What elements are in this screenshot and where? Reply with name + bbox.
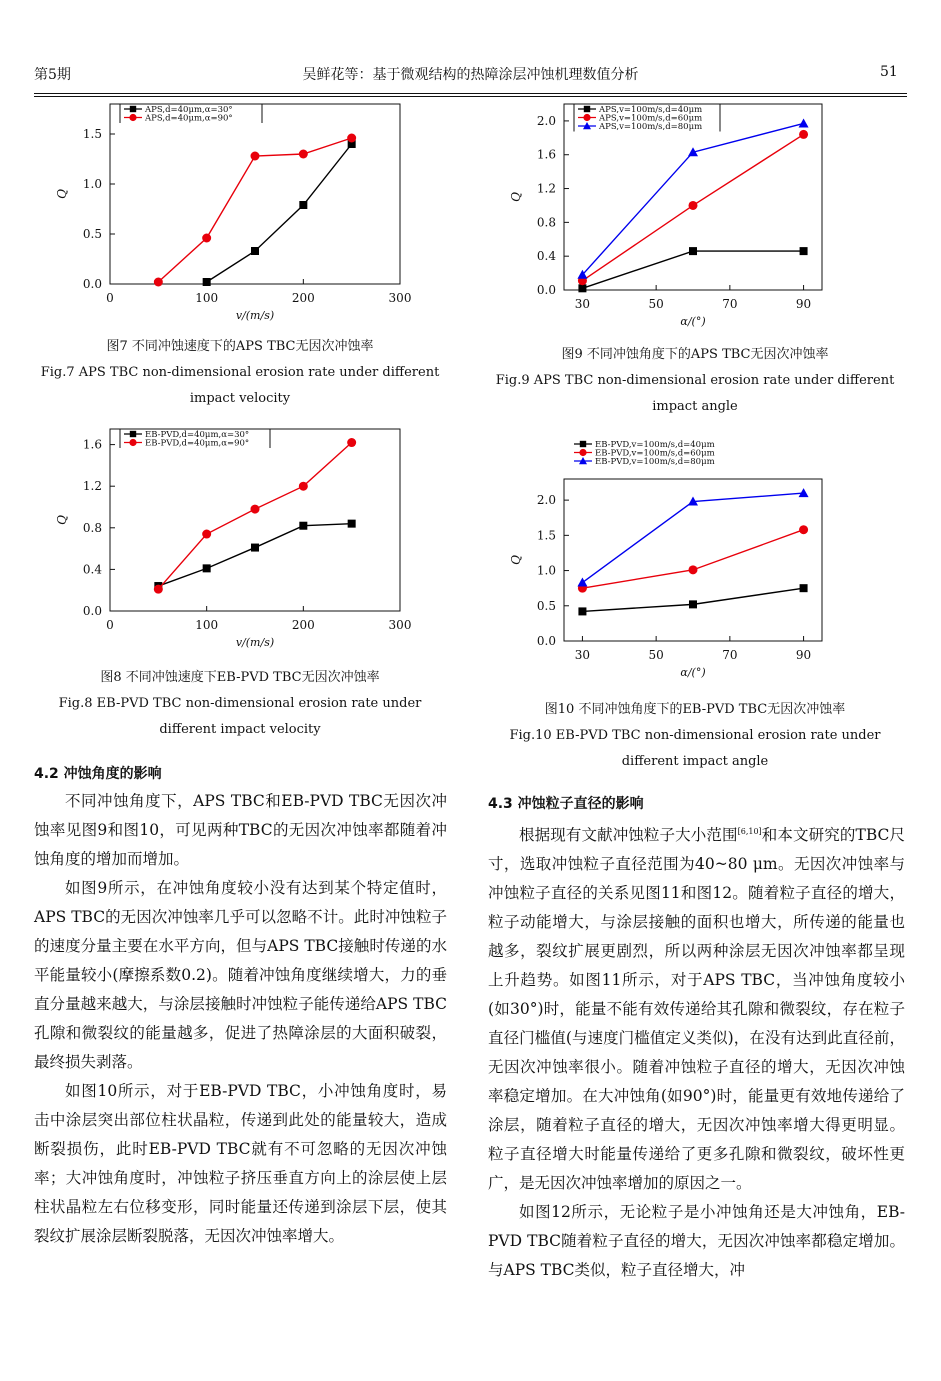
data-point xyxy=(251,247,259,255)
legend-marker xyxy=(584,106,590,112)
legend-label: APS,d=40μm,α=30° xyxy=(145,105,233,115)
data-point xyxy=(203,564,211,572)
y-tick-label: 1.0 xyxy=(536,563,556,578)
caption-en: Fig.10 EB-PVD TBC non-dimensional erosion rate under xyxy=(509,728,881,743)
chart-legend xyxy=(574,104,720,132)
legend-marker xyxy=(580,441,586,447)
figure-9-chart xyxy=(500,100,880,335)
x-tick-label: 70 xyxy=(722,297,738,311)
y-tick-label: 0.4 xyxy=(536,249,556,264)
y-tick-label: 2.0 xyxy=(536,113,556,128)
figure-10-chart xyxy=(500,435,880,685)
data-point xyxy=(299,201,307,209)
y-tick-label: 0.5 xyxy=(82,227,102,241)
x-axis-label: v/(m/s) xyxy=(235,636,275,649)
y-axis-label: Q xyxy=(55,515,69,525)
y-axis-label: Q xyxy=(509,192,523,202)
data-point xyxy=(799,488,809,497)
figure-8-caption xyxy=(20,665,460,743)
x-tick-label: 100 xyxy=(195,291,219,305)
data-point xyxy=(800,584,808,592)
y-tick-label: 1.6 xyxy=(536,147,556,162)
y-tick-label: 0.8 xyxy=(82,520,102,535)
data-point xyxy=(689,600,697,608)
caption-en: Fig.8 EB-PVD TBC non-dimensional erosion rate under xyxy=(58,696,422,711)
chart-legend xyxy=(120,104,262,124)
figure-9-caption xyxy=(475,342,915,420)
series-line xyxy=(158,443,351,590)
data-point xyxy=(154,278,163,287)
legend-marker xyxy=(130,106,136,112)
data-point xyxy=(154,585,163,594)
section-4-3-body xyxy=(488,817,905,1285)
header-rule xyxy=(34,93,907,94)
citation: [6,10] xyxy=(737,827,762,836)
data-point xyxy=(203,278,211,286)
legend-marker xyxy=(129,114,136,121)
legend-marker xyxy=(583,114,590,121)
x-tick-label: 0 xyxy=(106,291,114,305)
running-title: 吴鲜花等：基于微观结构的热障涂层冲蚀机理数值分析 xyxy=(302,67,639,83)
paragraph: 不同冲蚀角度下，APS TBC和EB-PVD TBC无因次冲蚀率见图9和图10，可见两种TBC的无因次冲蚀率都随着冲蚀角度的增加而增加。 xyxy=(34,792,447,868)
figure-7-caption xyxy=(20,334,460,412)
series-line xyxy=(158,524,351,586)
data-point xyxy=(251,152,260,161)
x-tick-label: 90 xyxy=(795,648,812,662)
paragraph: 如图12所示，无论粒子是小冲蚀角还是大冲蚀角，EB-PVD TBC随着粒子直径的增大，无因次冲蚀率都稳定增加。与APS TBC类似，粒子直径增大，冲 xyxy=(488,1203,905,1280)
page-number: 51 xyxy=(880,64,898,80)
legend-label: APS,v=100m/s,d=60μm xyxy=(599,113,703,124)
data-point xyxy=(202,530,211,539)
data-point xyxy=(578,284,586,292)
caption-cn: 图10 不同冲蚀角度下的EB-PVD TBC无因次冲蚀率 xyxy=(544,702,846,717)
data-point xyxy=(799,130,808,139)
caption-cn: 图9 不同冲蚀角度下的APS TBC无因次冲蚀率 xyxy=(561,347,829,362)
y-tick-label: 1.5 xyxy=(536,528,556,543)
data-point xyxy=(689,565,698,574)
caption-en: Fig.9 APS TBC non-dimensional erosion rate under different xyxy=(495,373,895,388)
journal-issue: 第5期 xyxy=(34,67,71,83)
legend-label: EB-PVD,v=100m/s,d=60μm xyxy=(595,448,715,459)
caption-en: impact velocity xyxy=(189,391,291,406)
paragraph: 如图9所示，在冲蚀角度较小没有达到某个特定值时，APS TBC的无因次冲蚀率几乎可以忽略不计。此时冲蚀粒子的速度分量主要在水平方向，但与APS TBC接触时传递的水平能量较小(摩擦系数0.2)。随着冲蚀角度继续增大，力的垂直分量越来越大，与涂层接触时冲蚀粒子能传递给APS TBC孔隙和微裂纹的能量越多，促进了热障涂层的大面积破裂，最终损失剥落。 xyxy=(34,879,447,1071)
x-axis-label: v/(m/s) xyxy=(235,309,275,322)
series-line xyxy=(207,144,352,282)
data-point xyxy=(347,134,356,143)
y-tick-label: 0.0 xyxy=(82,277,102,291)
x-tick-label: 70 xyxy=(722,648,738,662)
y-tick-label: 0.0 xyxy=(536,283,556,297)
chart-legend xyxy=(120,429,270,449)
figure-10-caption xyxy=(475,697,915,775)
data-point xyxy=(800,247,808,255)
y-tick-label: 1.2 xyxy=(536,181,556,196)
x-tick-label: 0 xyxy=(106,618,114,632)
chart-svg xyxy=(40,100,420,330)
x-axis-label: α/(°) xyxy=(680,315,706,328)
data-point xyxy=(251,544,259,552)
y-tick-label: 2.0 xyxy=(536,493,556,508)
legend-label: EB-PVD,d=40μm,α=90° xyxy=(145,438,250,449)
section-heading-4-3: 4.3 冲蚀粒子直径的影响 xyxy=(488,796,644,812)
figure-7-chart xyxy=(40,100,420,330)
data-point xyxy=(577,578,587,587)
chart-svg xyxy=(500,100,880,335)
x-tick-label: 30 xyxy=(574,297,591,311)
y-tick-label: 0.5 xyxy=(536,598,556,613)
chart-legend xyxy=(574,440,715,467)
paragraph-text: 和本文研究的TBC尺寸，选取冲蚀粒子直径范围为40~80 μm。无因次冲蚀率与冲蚀粒子直径的关系见图11和图12。随着粒子直径的增大，粒子动能增大，与涂层接触的面积也增大，所传递的能量也越多，裂纹扩展更剧烈，所以两种涂层无因次冲蚀率都呈现上升趋势。如图11所示，对于APS TBC，当冲蚀角度较小(如30°)时，能量不能有效传递给其孔隙和微裂纹，存在粒子直径门槛值(与速度门槛值定义类似)，在没有达到此直径前，无因次冲蚀率很小。随着冲蚀粒子直径的增大，无因次冲蚀率稳定增加。在大冲蚀角(如90°)时，能量更有效地传递给了涂层，随着粒子直径的增大，无因次冲蚀率增大得更明显。粒子直径增大时能量传递给了更多孔隙和微裂纹，破坏性更广，是无因次冲蚀率增加的原因之一。 xyxy=(488,826,905,1193)
data-point xyxy=(202,234,211,243)
data-point xyxy=(689,201,698,210)
x-tick-label: 90 xyxy=(795,297,812,311)
caption-cn: 图7 不同冲蚀速度下的APS TBC无因次冲蚀率 xyxy=(106,339,374,354)
legend-label: APS,v=100m/s,d=80μm xyxy=(599,122,703,132)
y-tick-label: 1.6 xyxy=(82,437,102,452)
legend-marker xyxy=(130,431,136,437)
chart-svg xyxy=(40,425,420,655)
legend-label: EB-PVD,v=100m/s,d=40μm xyxy=(595,440,715,450)
caption-en: different impact velocity xyxy=(159,722,321,737)
y-tick-label: 0.4 xyxy=(82,562,102,577)
data-point xyxy=(299,482,308,491)
x-tick-label: 100 xyxy=(195,618,219,632)
x-tick-label: 50 xyxy=(648,648,664,662)
paragraph-text: 根据现有文献冲蚀粒子大小范围 xyxy=(519,826,738,845)
series-line xyxy=(582,251,803,288)
section-4-2-body xyxy=(34,787,447,1251)
data-point xyxy=(347,438,356,447)
y-tick-label: 0.0 xyxy=(536,634,556,648)
y-tick-label: 1.0 xyxy=(82,177,102,191)
x-tick-label: 200 xyxy=(291,618,315,632)
x-axis-label: α/(°) xyxy=(680,666,706,679)
x-tick-label: 50 xyxy=(648,297,664,311)
y-tick-label: 1.2 xyxy=(82,479,102,494)
y-axis-label: Q xyxy=(55,189,69,199)
y-tick-label: 0.0 xyxy=(82,604,102,618)
caption-en: Fig.7 APS TBC non-dimensional erosion rate under different xyxy=(40,365,440,380)
legend-marker xyxy=(129,439,136,446)
x-tick-label: 200 xyxy=(291,291,315,305)
data-point xyxy=(799,525,808,534)
data-point xyxy=(299,522,307,530)
data-point xyxy=(299,150,308,159)
chart-svg xyxy=(500,435,880,685)
x-tick-label: 300 xyxy=(388,291,412,305)
caption-cn: 图8 不同冲蚀速度下EB-PVD TBC无因次冲蚀率 xyxy=(100,670,380,685)
y-tick-label: 0.8 xyxy=(536,215,556,230)
legend-label: APS,d=40μm,α=90° xyxy=(145,113,233,124)
data-point xyxy=(251,505,260,514)
plot-frame xyxy=(110,104,400,284)
header-rule-thin xyxy=(34,96,907,97)
y-tick-label: 1.5 xyxy=(82,127,102,141)
data-point xyxy=(578,607,586,615)
paragraph: 如图10所示，对于EB-PVD TBC，小冲蚀角度时，易击中涂层突出部位柱状晶粒，传递到此处的能量较大，造成断裂损伤，此时EB-PVD TBC就有不可忽略的无因次冲蚀率；大冲蚀角度时，冲蚀粒子挤压垂直方向上的涂层使上层柱状晶粒左右位移变形，同时能量还传递到涂层下层，使其裂纹扩展涂层断裂脱落，无因次冲蚀率增大。 xyxy=(34,1082,447,1245)
data-point xyxy=(689,247,697,255)
plot-frame xyxy=(110,429,400,611)
legend-label: EB-PVD,v=100m/s,d=80μm xyxy=(595,457,715,467)
caption-en: different impact angle xyxy=(621,754,769,769)
x-tick-label: 30 xyxy=(574,648,591,662)
y-axis-label: Q xyxy=(509,555,523,565)
legend-label: EB-PVD,d=40μm,α=30° xyxy=(145,430,250,440)
legend-label: APS,v=100m/s,d=40μm xyxy=(599,105,703,115)
section-heading-4-2: 4.2 冲蚀角度的影响 xyxy=(34,766,162,782)
figure-8-chart xyxy=(40,425,420,655)
x-tick-label: 300 xyxy=(388,618,412,632)
legend-marker xyxy=(579,449,586,456)
data-point xyxy=(799,118,809,127)
data-point xyxy=(348,520,356,528)
caption-en: impact angle xyxy=(652,399,738,414)
paragraph xyxy=(488,817,905,1198)
